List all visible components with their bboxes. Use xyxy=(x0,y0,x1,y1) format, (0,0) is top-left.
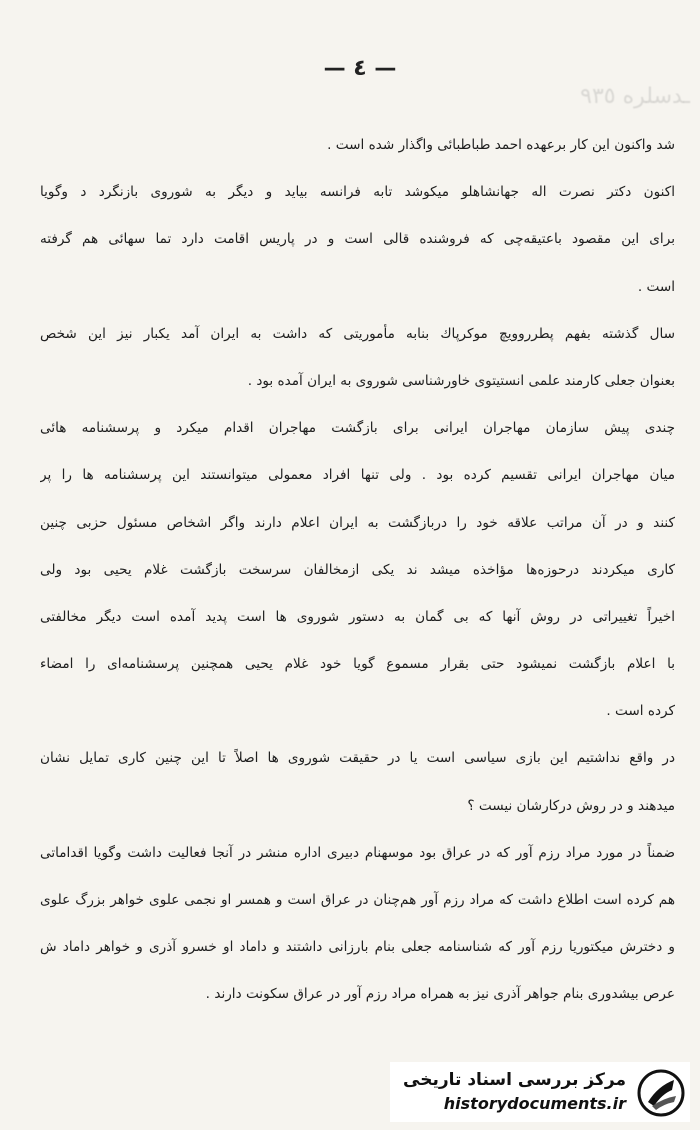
text-line: چندی پیش سازمان مهاجران ایرانی برای بازگشت مهاجران اقدام میکرد و پرسشنامه هائی xyxy=(40,420,675,437)
footer-website: historydocuments.ir xyxy=(443,1094,626,1113)
text-line: میان مهاجران ایرانی تقسیم کرده بود . ولی تنها افراد معمولی میتوانستند این پرسشنامه ها را پر xyxy=(40,467,675,484)
text-line: کرده است . xyxy=(606,703,675,720)
text-line: سال گذشته بفهم پطرروویچ موکرپاك بنابه مأموریتی که داشت به ایران آمد یکبار نیز این شخص xyxy=(40,325,675,342)
text-line: اکنون دکتر نصرت اله جهانشاهلو میکوشد تابه فرانسه بیاید و دیگر به شوروی بازنگرد د وگویا xyxy=(40,184,675,201)
text-line: بعنوان جعلی کارمند علمی انستیتوی خاورشناسی شوروی به ایران آمده بود . xyxy=(247,372,675,389)
text-line: کنند و در آن مراتب علاقه خود را دربازگشت به ایران اعلام دارند واگر اشخاص مسئول حزبی چنین xyxy=(40,514,675,531)
text-line: اخیراً تغییراتی در روش آنها که بی گمان به دستور شوروی ها است پدید آمده است دیگر مخالفتی xyxy=(40,608,675,625)
text-line: و دخترش میکتوریا رزم آور که شناسنامه جعلی بنام بارزانی داشتند و داماد او خسرو آذری و خواهر داماد ش xyxy=(40,939,675,956)
text-line: برای این مقصود باعتیقه‌چی که فروشنده قالی است و در پاریس اقامت دارد تما سهائی هم گرفته xyxy=(40,231,675,248)
text-line: هم کرده است اطلاع داشت که مراد رزم آور هم‌چنان در عراق است و همسر او نجمی علوی خواهر بزرگ علوی xyxy=(40,892,675,908)
watermark-footer xyxy=(390,1062,690,1122)
document-body xyxy=(40,122,675,1019)
text-line: در واقع نداشتیم این بازی سیاسی است یا در حقیقت شوروی ها اصلاً تا این چنین کاری تمایل نشان xyxy=(40,750,675,767)
text-line: کاری میکردند درحوزه‌ها مؤاخذه میشد ند یکی ازمخالفان سرسخت بازگشت غلام یحیی بود ولی xyxy=(40,561,675,578)
text-line: شد واکنون این کار برعهده احمد طباطبائی واگذار شده است . xyxy=(327,137,675,153)
text-line: میدهند و در روش درکارشان نیست ؟ xyxy=(467,797,675,814)
footer-title: مرکز بررسی اسناد تاریخی xyxy=(403,1070,626,1090)
text-line: است . xyxy=(637,278,675,295)
text-line: با اعلام بازگشت نمیشود حتی بقرار مسموع گویا خود غلام یحیی همچنین پرسشنامه‌ای را امضاء xyxy=(40,656,675,673)
faded-stamp-text: ـدسلره ۹۳٥ xyxy=(580,84,690,109)
text-line: عرص بیشدوری بنام جواهر آذری نیز به همراه مراد رزم آور در عراق سکونت دارند . xyxy=(205,986,675,1003)
text-line: ضمناً در مورد مراد رزم آور که در عراق بود موسهنام دبیری اداره منشر در آنجا فعالیت داشت وگویا اقداماتی xyxy=(40,844,675,861)
archive-logo-icon xyxy=(636,1068,686,1118)
page-number: — ٤ — xyxy=(323,56,397,81)
